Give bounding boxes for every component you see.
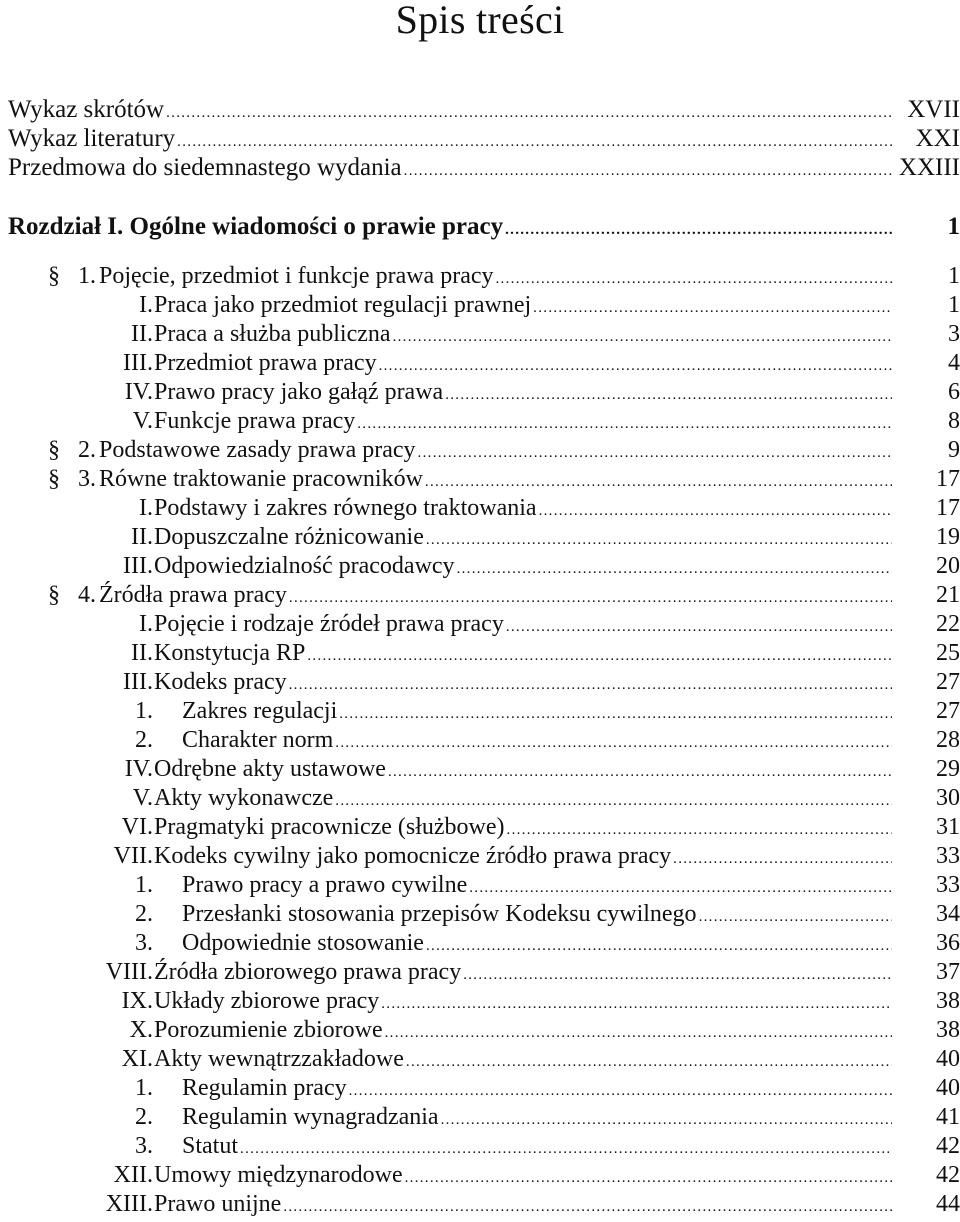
dot-leader [240, 1135, 892, 1164]
entry-leader-group [182, 726, 892, 758]
toc-entry [8, 407, 960, 436]
entry-number: 2. [135, 1104, 153, 1130]
entry-title: Podstawy i zakres równego traktowania [154, 495, 537, 521]
page-number: 21 [936, 582, 960, 608]
page-number: 27 [936, 698, 960, 724]
entry-leader-group [154, 378, 892, 410]
section-sign: § [48, 263, 60, 289]
entry-number: V. [132, 408, 153, 434]
entry-title: Funkcje prawa pracy [154, 408, 356, 434]
toc-entry [8, 320, 960, 349]
section-sign: § [48, 582, 60, 608]
entry-title: Odpowiedzialność pracodawcy [154, 553, 455, 579]
toc-entry [8, 494, 960, 523]
entry-title: Umowy międzynarodowe [154, 1162, 403, 1188]
toc-entry [8, 987, 960, 1016]
toc-entry [8, 1045, 960, 1074]
entry-title: Prawo pracy jako gałąź prawa [154, 379, 444, 405]
entry-number: II. [131, 524, 153, 550]
entry-title: Praca a służba publiczna [154, 321, 391, 347]
toc-entry [8, 842, 960, 871]
dot-leader [533, 294, 892, 323]
page-number: 41 [936, 1104, 960, 1130]
entry-leader-group [99, 465, 892, 497]
dot-leader [283, 1193, 892, 1222]
dot-leader [445, 381, 892, 410]
dot-leader [418, 439, 892, 468]
dot-leader [539, 497, 892, 526]
page-number: 20 [936, 553, 960, 579]
entry-leader-group [154, 349, 892, 381]
entry-leader-group [154, 813, 892, 845]
toc-entry [8, 668, 960, 697]
entry-leader-group [154, 784, 892, 816]
entry-title: Odpowiednie stosowanie [182, 930, 424, 956]
entry-leader-group [154, 958, 892, 990]
entry-leader-group [182, 900, 892, 932]
entry-title: Równe traktowanie pracowników [99, 466, 423, 492]
toc-entry [8, 465, 960, 494]
entry-number: III. [123, 553, 153, 579]
entry-title: Przedmowa do siedemnastego wydania [8, 154, 402, 181]
page-number: 29 [936, 756, 960, 782]
dot-leader [357, 410, 892, 439]
entry-number: 2. [78, 437, 96, 463]
page-number: 4 [948, 350, 960, 376]
entry-number: XI. [121, 1046, 153, 1072]
page-number: 40 [936, 1075, 960, 1101]
entry-number: IV. [124, 379, 153, 405]
entry-title: Akty wewnątrzzakładowe [154, 1046, 404, 1072]
entry-title: Pojęcie i rodzaje źródeł prawa pracy [154, 611, 504, 637]
entry-number: IV. [124, 756, 153, 782]
page-number: XVII [907, 96, 960, 123]
dot-leader [339, 700, 892, 729]
toc-entry [8, 523, 960, 552]
page-number: 22 [936, 611, 960, 637]
dot-leader [385, 1019, 892, 1048]
entry-title: Charakter norm [182, 727, 334, 753]
page-number: 42 [936, 1162, 960, 1188]
page-number: XXI [915, 125, 960, 152]
page-number: 38 [936, 988, 960, 1014]
entry-number: 3. [135, 930, 153, 956]
entry-title: Przedmiot prawa pracy [154, 350, 377, 376]
dot-leader [388, 758, 892, 787]
entry-leader-group [182, 697, 892, 729]
entry-title: Podstawowe zasady prawa pracy [99, 437, 416, 463]
entry-leader-group [154, 1161, 892, 1193]
dot-leader [506, 613, 892, 642]
entry-title: Statut [182, 1133, 239, 1159]
entry-number: 1. [135, 872, 153, 898]
page-number: XXIII [898, 154, 960, 181]
entry-leader-group [99, 436, 892, 468]
toc-entry [8, 124, 960, 153]
entry-leader-group [154, 610, 892, 642]
page-number: 31 [936, 814, 960, 840]
entry-number: II. [131, 321, 153, 347]
toc-entry [8, 1103, 960, 1132]
entry-leader-group [154, 494, 892, 526]
page-number: 30 [936, 785, 960, 811]
entry-title: Porozumienie zbiorowe [154, 1017, 383, 1043]
page-number: 1 [948, 292, 960, 318]
dot-leader [404, 157, 892, 186]
toc-entry [8, 552, 960, 581]
entry-leader-group [182, 1103, 892, 1135]
entry-title: Prawo unijne [154, 1191, 282, 1217]
dot-leader [469, 874, 892, 903]
entry-title: Kodeks cywilny jako pomocnicze źródło prawa pracy [154, 843, 672, 869]
dot-leader [307, 642, 892, 671]
entry-number: 3. [135, 1133, 153, 1159]
toc-entry [8, 929, 960, 958]
entry-number: VII. [113, 843, 153, 869]
toc-entry [8, 697, 960, 726]
entry-number: VI. [121, 814, 153, 840]
entry-leader-group [154, 1190, 892, 1222]
entry-number: 1. [135, 1075, 153, 1101]
section-sign: § [48, 466, 60, 492]
entry-number: 2. [135, 901, 153, 927]
toc-entry [8, 378, 960, 407]
entry-title: Pragmatyki pracownicze (służbowe) [154, 814, 505, 840]
entry-number: XII. [113, 1162, 153, 1188]
page-number: 8 [948, 408, 960, 434]
entry-leader-group [154, 1045, 892, 1077]
dot-leader [507, 816, 892, 845]
page-number: 28 [936, 727, 960, 753]
dot-leader [349, 1077, 892, 1106]
toc-entry [8, 784, 960, 813]
page-number: 38 [936, 1017, 960, 1043]
page-number: 33 [936, 872, 960, 898]
entry-leader-group [154, 523, 892, 555]
toc-entry [8, 726, 960, 755]
dot-leader [673, 845, 892, 874]
entry-title: Pojęcie, przedmiot i funkcje prawa pracy [99, 263, 494, 289]
entry-title: Praca jako przedmiot regulacji prawnej [154, 292, 532, 318]
entry-title: Źródła prawa pracy [99, 582, 287, 608]
entry-title: Źródła zbiorowego prawa pracy [154, 959, 462, 985]
entry-title: Układy zbiorowe pracy [154, 988, 380, 1014]
entry-number: 3. [78, 466, 96, 492]
page-number: 36 [936, 930, 960, 956]
dot-leader [289, 584, 892, 613]
entry-title: Kodeks pracy [154, 669, 287, 695]
dot-leader [405, 1164, 892, 1193]
page-number: 25 [936, 640, 960, 666]
toc-entry [8, 262, 960, 291]
toc-entry [8, 610, 960, 639]
entry-leader-group [154, 407, 892, 439]
entry-leader-group [154, 1016, 892, 1048]
dot-leader [505, 216, 892, 245]
dot-leader [496, 265, 893, 294]
entry-leader-group [182, 871, 892, 903]
entry-leader-group [8, 153, 892, 186]
page-number: 42 [936, 1133, 960, 1159]
entry-number: 4. [78, 582, 96, 608]
page-number: 17 [936, 495, 960, 521]
toc-entry [8, 349, 960, 378]
entry-number: III. [123, 669, 153, 695]
entry-number: I. [139, 292, 153, 318]
page-title: Spis treści [395, 0, 565, 42]
entry-leader-group [99, 581, 892, 613]
entry-title: Konstytucja RP [154, 640, 306, 666]
entry-leader-group [182, 1074, 892, 1106]
entry-leader-group [154, 668, 892, 700]
page-number: 34 [936, 901, 960, 927]
entry-title: Regulamin pracy [182, 1075, 347, 1101]
toc-entry [8, 291, 960, 320]
entry-leader-group [154, 291, 892, 323]
entry-number: XIII. [105, 1191, 153, 1217]
entry-title: Wykaz literatury [8, 125, 176, 152]
toc-entry [8, 1190, 960, 1219]
toc-entry [8, 958, 960, 987]
page-number: 27 [936, 669, 960, 695]
page-number: 44 [936, 1191, 960, 1217]
entry-leader-group [154, 320, 892, 352]
toc-entry [8, 436, 960, 465]
toc-entry [8, 813, 960, 842]
dot-leader [393, 323, 892, 352]
entry-number: I. [139, 611, 153, 637]
dot-leader [335, 787, 892, 816]
entry-title: Prawo pracy a prawo cywilne [182, 872, 468, 898]
entry-number: IX. [121, 988, 153, 1014]
toc-entry [8, 153, 960, 182]
toc-entry [8, 1132, 960, 1161]
entry-title: Regulamin wynagradzania [182, 1104, 439, 1130]
toc-entry [8, 95, 960, 124]
entry-leader-group [99, 262, 892, 294]
entry-title: Wykaz skrótów [8, 96, 165, 123]
page-number: 37 [936, 959, 960, 985]
toc-entry [8, 1074, 960, 1103]
entry-title: Rozdział I. Ogólne wiadomości o prawie pracy [8, 213, 504, 240]
entry-leader-group [154, 552, 892, 584]
entry-number: X. [129, 1017, 153, 1043]
dot-leader [699, 903, 892, 932]
dot-leader [426, 526, 892, 555]
entry-leader-group [182, 1132, 892, 1164]
entry-title: Akty wykonawcze [154, 785, 334, 811]
page-number: 17 [936, 466, 960, 492]
entry-title: Zakres regulacji [182, 698, 338, 724]
dot-leader [381, 990, 892, 1019]
entry-leader-group [8, 212, 892, 245]
dot-leader [289, 671, 892, 700]
entry-title: Odrębne akty ustawowe [154, 756, 386, 782]
entry-number: II. [131, 640, 153, 666]
entry-leader-group [154, 987, 892, 1019]
page-number: 1 [948, 263, 960, 289]
toc-entry [8, 900, 960, 929]
toc-chapter-entry [8, 212, 960, 241]
entry-number: V. [132, 785, 153, 811]
entry-leader-group [154, 842, 892, 874]
toc-entry [8, 581, 960, 610]
entry-leader-group [154, 639, 892, 671]
dot-leader [457, 555, 892, 584]
toc-entry [8, 1161, 960, 1190]
dot-leader [379, 352, 892, 381]
entry-number: 1. [78, 263, 96, 289]
dot-leader [441, 1106, 892, 1135]
page-number: 1 [947, 213, 960, 240]
dot-leader [425, 468, 892, 497]
page-number: 33 [936, 843, 960, 869]
toc-entry [8, 1016, 960, 1045]
toc-entry [8, 871, 960, 900]
entry-number: 2. [135, 727, 153, 753]
entry-leader-group [154, 755, 892, 787]
entry-number: III. [123, 350, 153, 376]
dot-leader [406, 1048, 892, 1077]
entry-leader-group [182, 929, 892, 961]
entry-title: Przesłanki stosowania przepisów Kodeksu cywilnego [182, 901, 697, 927]
page-number: 19 [936, 524, 960, 550]
page-number: 3 [948, 321, 960, 347]
dot-leader [426, 932, 892, 961]
toc-entry [8, 639, 960, 668]
toc-entry [8, 755, 960, 784]
dot-leader [335, 729, 892, 758]
entry-title: Dopuszczalne różnicowanie [154, 524, 424, 550]
entry-number: 1. [135, 698, 153, 724]
section-sign: § [48, 437, 60, 463]
page-number: 6 [948, 379, 960, 405]
entry-number: VIII. [105, 959, 153, 985]
page-number: 9 [948, 437, 960, 463]
dot-leader [463, 961, 892, 990]
entry-number: I. [139, 495, 153, 521]
page-number: 40 [936, 1046, 960, 1072]
